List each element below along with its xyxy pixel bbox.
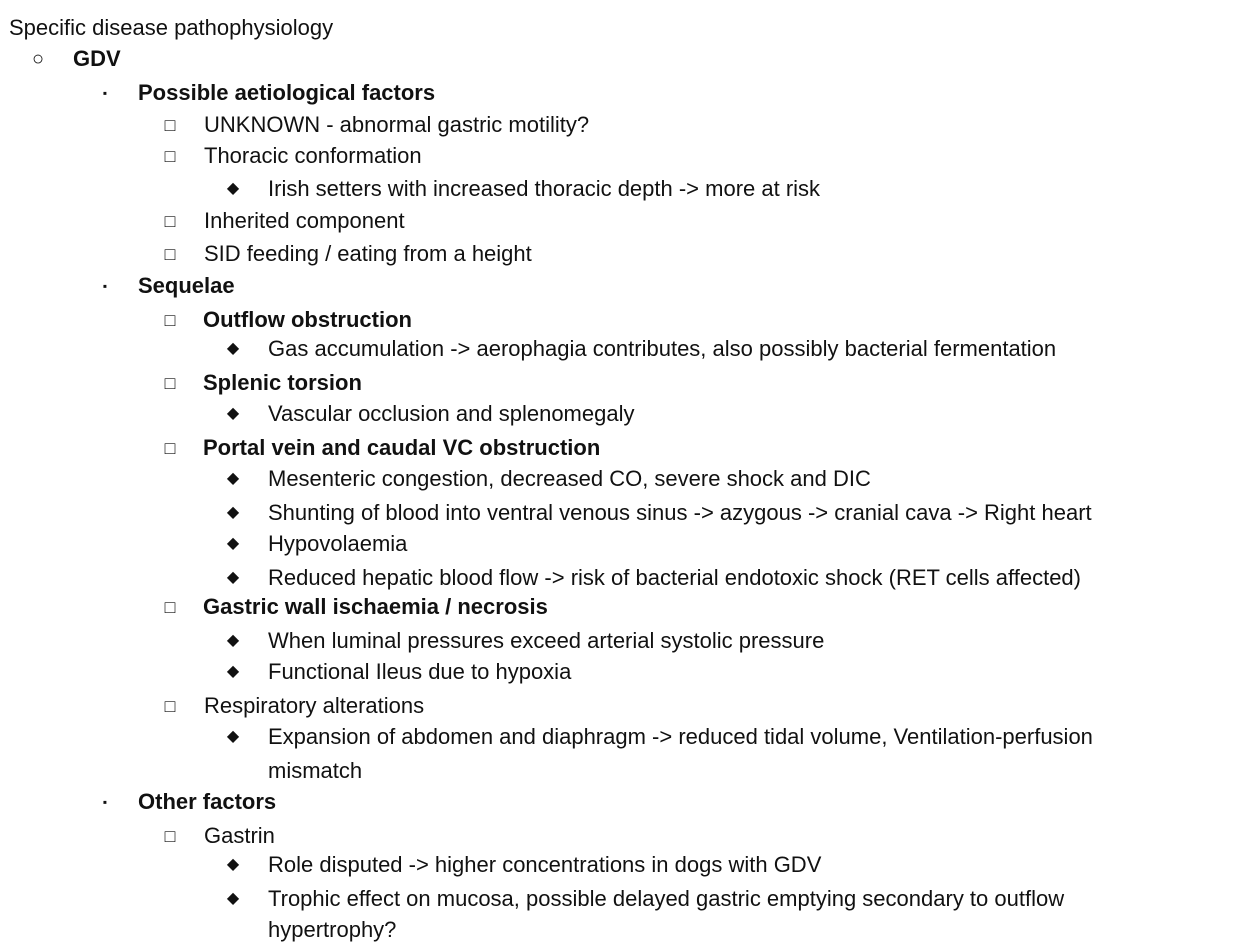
subheading-sequelae: Sequelae — [138, 273, 235, 298]
diamond-bullet-icon: ◆ — [226, 728, 240, 745]
diamond-bullet-icon: ◆ — [226, 663, 240, 680]
page-title: Specific disease pathophysiology — [9, 15, 334, 40]
hollow-square-bullet-icon: □ — [164, 310, 176, 330]
list-item: Expansion of abdomen and diaphragm -> reduced tidal volume, Ventilation-perfusion — [268, 724, 1093, 749]
list-item: Shunting of blood into ventral venous sinus -> azygous -> cranial cava -> Right heart — [268, 500, 1092, 525]
list-item: Portal vein and caudal VC obstruction — [203, 435, 601, 460]
diamond-bullet-icon: ◆ — [226, 180, 240, 197]
diamond-bullet-icon: ◆ — [226, 470, 240, 487]
list-item: Respiratory alterations — [204, 693, 425, 718]
diamond-bullet-icon: ◆ — [226, 569, 240, 586]
list-item: Gas accumulation -> aerophagia contributes, also possibly bacterial fermentation — [268, 336, 1057, 361]
diamond-bullet-icon: ◆ — [226, 535, 240, 552]
hollow-square-bullet-icon: □ — [164, 826, 176, 846]
list-item: UNKNOWN - abnormal gastric motility? — [204, 112, 590, 137]
list-item: Trophic effect on mucosa, possible delayed gastric emptying secondary to outflow — [268, 886, 1065, 911]
list-item: Vascular occlusion and splenomegaly — [268, 401, 635, 426]
hollow-square-bullet-icon: □ — [164, 373, 176, 393]
subheading-aetiology: Possible aetiological factors — [138, 80, 436, 105]
diamond-bullet-icon: ◆ — [226, 632, 240, 649]
diamond-bullet-icon: ◆ — [226, 890, 240, 907]
list-item: Inherited component — [204, 208, 405, 233]
list-item: Reduced hepatic blood flow -> risk of bacterial endotoxic shock (RET cells affected) — [268, 565, 1081, 590]
subheading-other-factors: Other factors — [138, 789, 277, 814]
list-item: Thoracic conformation — [204, 143, 422, 168]
square-bullet-icon: ▪ — [102, 86, 108, 100]
hollow-square-bullet-icon: □ — [164, 597, 176, 617]
square-bullet-icon: ▪ — [102, 279, 108, 293]
hollow-square-bullet-icon: □ — [164, 696, 176, 716]
list-item: Splenic torsion — [203, 370, 362, 395]
list-item: Mesenteric congestion, decreased CO, severe shock and DIC — [268, 466, 871, 491]
list-item: Role disputed -> higher concentrations in dogs with GDV — [268, 852, 822, 877]
hollow-square-bullet-icon: □ — [164, 115, 176, 135]
list-item: Irish setters with increased thoracic depth -> more at risk — [268, 176, 821, 201]
square-bullet-icon: ▪ — [102, 795, 108, 809]
list-item: Gastrin — [204, 823, 275, 848]
hollow-circle-bullet-icon: ○ — [31, 48, 45, 70]
diamond-bullet-icon: ◆ — [226, 856, 240, 873]
list-item-continuation: mismatch — [268, 758, 363, 783]
section-heading-gdv: GDV — [73, 46, 121, 71]
list-item: When luminal pressures exceed arterial systolic pressure — [268, 628, 825, 653]
list-item: Hypovolaemia — [268, 531, 408, 556]
hollow-square-bullet-icon: □ — [164, 438, 176, 458]
diamond-bullet-icon: ◆ — [226, 405, 240, 422]
list-item-continuation: hypertrophy? — [268, 917, 397, 942]
list-item: Outflow obstruction — [203, 307, 412, 332]
diamond-bullet-icon: ◆ — [226, 340, 240, 357]
hollow-square-bullet-icon: □ — [164, 211, 176, 231]
hollow-square-bullet-icon: □ — [164, 146, 176, 166]
list-item: SID feeding / eating from a height — [204, 241, 532, 266]
diamond-bullet-icon: ◆ — [226, 504, 240, 521]
list-item: Functional Ileus due to hypoxia — [268, 659, 572, 684]
hollow-square-bullet-icon: □ — [164, 244, 176, 264]
list-item: Gastric wall ischaemia / necrosis — [203, 594, 548, 619]
